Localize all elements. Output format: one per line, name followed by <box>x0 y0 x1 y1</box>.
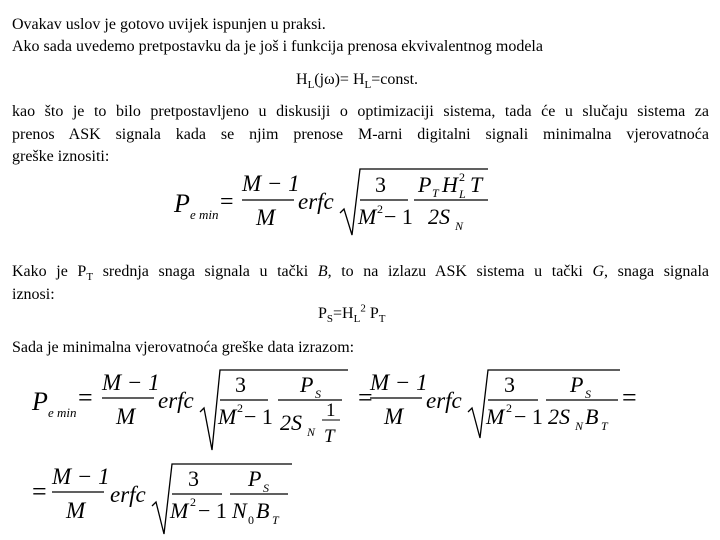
f1-minus-one: − 1 <box>384 204 413 229</box>
svg-text:3: 3 <box>235 372 246 397</box>
svg-text:M: M <box>66 498 86 523</box>
svg-text:P: P <box>300 372 314 397</box>
paragraph-1-line-1: kao što je to bilo pretpostavljeno u diskusiji o optimizaciji sistema, tada će u slučaju sistema za <box>12 103 709 120</box>
intro-line-2: Ako sada uvedemo pretpostavku da je još i funkcija prenosa ekvivalentnog modela <box>12 38 543 55</box>
f1-sq2: 2 <box>377 202 383 216</box>
svg-text:2S: 2S <box>280 410 302 435</box>
svg-text:1: 1 <box>326 400 336 421</box>
svg-text:M: M <box>384 404 404 429</box>
paragraph-2-line-1: Kako je $P_T$ srednja snaga signala u tački B, to na izlazu ASK sistema u tački G, snaga signala <box>12 263 710 284</box>
svg-text:M: M <box>170 498 189 523</box>
f1-erfc: erfc <box>298 189 334 214</box>
svg-text:− 1: − 1 <box>514 404 543 429</box>
paragraph-1-line-3: greške iznositi: <box>12 148 110 165</box>
f1-three: 3 <box>375 172 386 197</box>
svg-text:N: N <box>575 419 584 433</box>
svg-text:M: M <box>116 404 136 429</box>
svg-text:S: S <box>263 481 269 495</box>
svg-text:N: N <box>232 498 247 523</box>
f1-den: M <box>256 205 276 230</box>
svg-text:M: M <box>486 404 505 429</box>
f1-l-sub: L <box>459 187 466 201</box>
svg-text:e min: e min <box>48 405 77 420</box>
svg-text:T: T <box>324 426 335 447</box>
f1-m: M <box>358 204 377 229</box>
paragraph-1-line-2: prenos ASK signala kada se njim prenose M-arni digitalni signali minimalna vjerovatnoća <box>12 126 709 143</box>
svg-text:3: 3 <box>188 466 199 491</box>
f1-p2: P <box>418 172 432 197</box>
svg-text:erfc: erfc <box>110 482 146 507</box>
svg-text:T: T <box>272 513 279 527</box>
paragraph-2-line-2: iznosi: <box>12 286 55 303</box>
paragraph-3: Sada je minimalna vjerovatnoća greške data izrazom: <box>12 339 355 356</box>
f1-sq: 2 <box>459 170 465 184</box>
f1-n-sub: N <box>455 219 464 233</box>
f1-t: T <box>470 172 483 197</box>
svg-text:erfc: erfc <box>158 388 194 413</box>
svg-text:S: S <box>315 387 321 401</box>
power-equation: $P_S=H_L^2$ $P_T$ <box>318 302 386 326</box>
svg-text:T: T <box>601 419 608 433</box>
formula-error-probability-1 <box>170 165 500 240</box>
svg-text:P: P <box>248 466 262 491</box>
svg-text:=: = <box>78 383 93 412</box>
svg-text:erfc: erfc <box>426 388 462 413</box>
svg-text:P: P <box>32 387 48 416</box>
intro-line-1: Ovakav uslov je gotovo uvijek ispunjen u praksi. <box>12 16 326 33</box>
svg-text:2: 2 <box>190 495 196 509</box>
svg-text:P: P <box>570 372 584 397</box>
svg-text:M − 1: M − 1 <box>102 370 160 395</box>
f1-p: P <box>174 189 190 218</box>
f1-2s: 2S <box>428 204 450 229</box>
f1-num: M − 1 <box>242 171 300 196</box>
svg-text:3: 3 <box>504 372 515 397</box>
svg-text:2: 2 <box>237 401 243 415</box>
svg-text:S: S <box>585 387 591 401</box>
svg-text:=: = <box>32 477 47 506</box>
svg-text:M − 1: M − 1 <box>52 464 110 489</box>
assumption-equation: $H_L(j\omega)=$ $H_L=const$. <box>296 71 419 92</box>
f1-eq: = <box>220 189 234 215</box>
svg-text:=: = <box>358 383 373 412</box>
formula-error-probability-2 <box>30 366 650 456</box>
f1-t-sub: T <box>432 186 439 200</box>
svg-text:2: 2 <box>506 401 512 415</box>
svg-text:=: = <box>622 383 637 412</box>
f1-h: H <box>442 172 458 197</box>
svg-text:− 1: − 1 <box>244 404 273 429</box>
svg-text:2S: 2S <box>548 404 570 429</box>
svg-text:M: M <box>218 404 237 429</box>
svg-text:B: B <box>256 498 270 523</box>
svg-text:N: N <box>307 425 316 439</box>
svg-text:B: B <box>585 404 599 429</box>
svg-text:M − 1: M − 1 <box>370 370 428 395</box>
formula-error-probability-3 <box>30 458 310 538</box>
svg-text:0: 0 <box>248 513 254 527</box>
svg-text:− 1: − 1 <box>198 498 227 523</box>
f1-sub: e min <box>190 207 219 222</box>
